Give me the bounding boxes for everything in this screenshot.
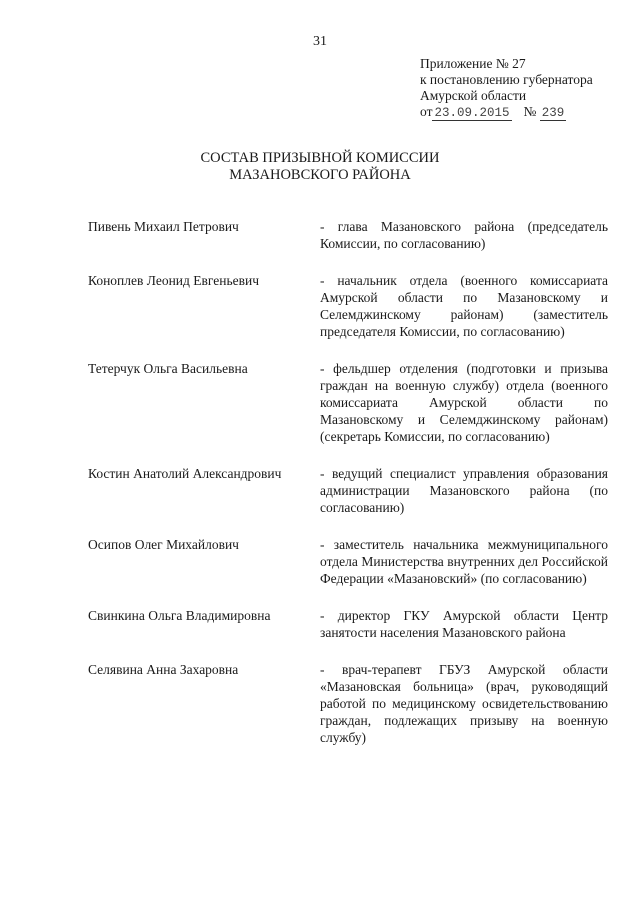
appendix-date-line (420, 104, 593, 121)
member-name: Пивень Михаил Петрович (88, 219, 239, 234)
document-title (0, 150, 640, 184)
member-role: - начальник отдела (военного комиссариата Амурской области по Мазановскому и Селемджинскому районам) (заместитель председателя Комиссии, по согласованию) (320, 273, 608, 339)
appendix-line-1: Приложение № 27 (420, 56, 526, 71)
title-line-2: МАЗАНОВСКОГО РАЙОНА (229, 167, 411, 183)
member-row (88, 607, 608, 641)
member-role: - директор ГКУ Амурской области Центр занятости населения Мазановского района (320, 608, 608, 640)
member-row (88, 272, 608, 340)
member-name: Свинкина Ольга Владимировна (88, 608, 271, 623)
member-name: Костин Анатолий Александрович (88, 466, 282, 481)
decree-date: 23.09.2015 (434, 106, 510, 120)
page-number: 31 (313, 34, 327, 49)
member-name: Тетерчук Ольга Васильевна (88, 361, 248, 376)
member-name: Селявина Анна Захаровна (88, 662, 239, 677)
member-row (88, 360, 608, 445)
member-role: - ведущий специалист управления образования администрации Мазановского района (по согласованию) (320, 466, 608, 515)
decree-number: 239 (541, 106, 565, 120)
appendix-line-3: Амурской области (420, 88, 527, 103)
appendix-line-2: к постановлению губернатора (420, 72, 593, 87)
member-role: - заместитель начальника межмуниципального отдела Министерства внутренних дел Российской Федерации «Мазановский» (по согласованию) (320, 537, 608, 586)
members-list (88, 218, 608, 766)
number-prefix: № (523, 104, 537, 119)
title-line-1: СОСТАВ ПРИЗЫВНОЙ КОМИССИИ (200, 150, 440, 166)
member-row (88, 661, 608, 746)
appendix-header (420, 56, 593, 121)
member-row (88, 465, 608, 516)
member-row (88, 218, 608, 252)
date-prefix: от (420, 104, 433, 119)
member-name: Осипов Олег Михайлович (88, 537, 239, 552)
member-row (88, 536, 608, 587)
member-role: - врач-терапевт ГБУЗ Амурской области «Мазановская больница» (врач, руководящий работой по медицинскому освидетельствованию граждан, подлежащих призыву на военную службу) (320, 662, 608, 745)
member-role: - глава Мазановского района (председатель Комиссии, по согласованию) (320, 219, 608, 251)
member-name: Коноплев Леонид Евгеньевич (88, 273, 259, 288)
member-role: - фельдшер отделения (подготовки и призыва граждан на военную службу) отдела (военного комиссариата Амурской области по Мазановскому и Селемджинскому районам) (секретарь Комиссии, по согласованию) (320, 361, 608, 444)
